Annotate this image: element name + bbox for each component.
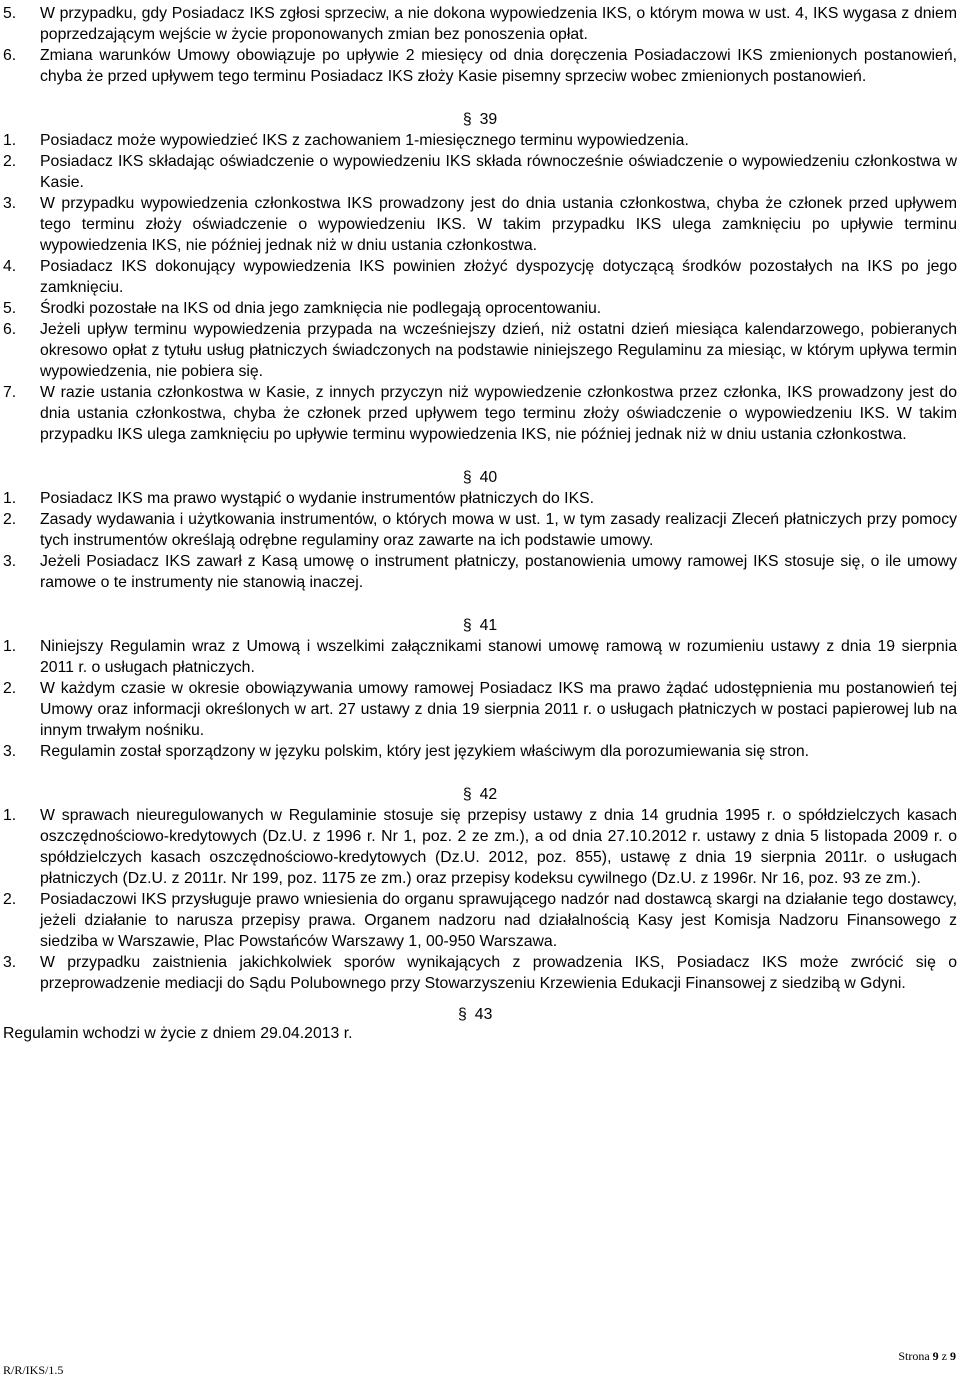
paragraph-item [0,509,960,551]
item-text: Niniejszy Regulamin wraz z Umową i wszelkimi załącznikami stanowi umowę ramową w rozumieniu ustawy z dnia 19 sierpnia 2011 r. o usługach płatniczych. [40,638,957,676]
paragraph-item [0,193,960,256]
item-text: W razie ustania członkostwa w Kasie, z innych przyczyn niż wypowiedzenie członkostwa przez członka, IKS prowadzony jest do dnia ustania członkostwa, chyba że członek przed upływem tego terminu złoży oświadczenie o wypowiedzeniu IKS. W takim przypadku IKS ulega zamknięciu po upływie terminu wypowiedzenia IKS, nie później jednak niż w dniu ustania członkostwa. [40,384,957,443]
document-code: R/R/IKS/1.5 [3,1363,64,1377]
item-number: 2. [3,511,17,528]
regulation-text [0,3,960,1046]
paragraph-item [0,151,960,193]
section-number: 41 [479,617,498,634]
paragraph-item [0,889,960,952]
item-text: Zasady wydawania i użytkowania instrumentów, o których mowa w ust. 1, w tym zasady realizacji Zleceń płatniczych przy pomocy tych instrumentów określają odrębne regulaminy oraz zawarte na ich podstawie umowy. [40,511,957,549]
item-number: 2. [3,153,17,170]
page-label: Strona [898,1349,930,1363]
paragraph-item [0,3,960,45]
paragraph-item [0,952,960,994]
item-text: W sprawach nieuregulowanych w Regulaminie stosuje się przepisy ustawy z dnia 14 grudnia 1995 r. o spółdzielczych kasach oszczędnościowo-kredytowych (Dz.U. z 1996 r. Nr 1, poz. 2 ze zm.), a od dnia 27.10.2012 r. ustawy z dnia 5 listopada 2009 r. o spółdzielczych kasach oszczędnościowo-kredytowych (Dz.U. 2012, poz. 855), ustawę z dnia 19 sierpnia 2011r. o usługach płatniczych (Dz.U. z 2011r. Nr 199, poz. 1175 ze zm.) oraz przepisy kodeksu cywilnego (Dz.U. z 1996r. Nr 16, poz. 93 ze zm.). [40,807,957,887]
item-text: Posiadaczowi IKS przysługuje prawo wniesienia do organu sprawującego nadzór nad dostawcą skargi na działanie tego dostawcy, jeżeli działanie to narusza przepisy prawa. Organem nadzoru nad działalnością Kasy jest Komisja Nadzoru Finansowego z siedziba w Warszawie, Plac Powstańców Warszawy 1, 00-950 Warszawa. [40,891,957,950]
section-number: 42 [479,786,498,803]
item-text: Posiadacz IKS ma prawo wystąpić o wydanie instrumentów płatniczych do IKS. [40,490,595,507]
item-text: Jeżeli upływ terminu wypowiedzenia przypada na wcześniejszy dzień, niż ostatni dzień miesiąca kalendarzowego, pobieranych okresowo opłat z tytułu usług płatniczych świadczonych na podstawie niniejszego Regulaminu za miesiąc, w którym upływa termin wypowiedzenia, nie pobiera się. [40,321,957,380]
effective-date-text: Regulamin wchodzi w życie z dniem 29.04.2013 r. [3,1025,353,1042]
item-number: 6. [3,47,17,64]
item-text: Posiadacz może wypowiedzieć IKS z zachowaniem 1-miesięcznego terminu wypowiedzenia. [40,132,689,149]
item-number: 1. [3,807,17,824]
item-text: Jeżeli Posiadacz IKS zawarł z Kasą umowę o instrument płatniczy, postanowienia umowy ramowej IKS stosuje się, o ile umowy ramowe o te instrumenty nie stanowią inaczej. [40,553,957,591]
item-number: 7. [3,384,17,401]
item-number: 3. [3,195,17,212]
section-sign: § [462,786,472,803]
paragraph-item [0,488,960,509]
section-heading [0,784,960,805]
item-number: 3. [3,954,17,971]
item-number: 3. [3,553,17,570]
paragraph-item [0,382,960,445]
item-number: 1. [3,638,17,655]
section-heading [0,467,960,488]
item-text: W przypadku zaistnienia jakichkolwiek sporów wynikających z prowadzenia IKS, Posiadacz IKS może zwrócić się o przeprowadzenie mediacji do Sądu Polubownego przy Stowarzyszeniu Krzewienia Edukacji Finansowej z siedzibą w Gdyni. [40,954,957,992]
paragraph-item [0,678,960,741]
paragraph-item [0,256,960,298]
section-number: 39 [479,111,498,128]
item-number: 2. [3,891,17,908]
paragraph-item [0,741,960,762]
item-text: Posiadacz IKS składając oświadczenie o wypowiedzeniu IKS składa równocześnie oświadczenie o wypowiedzeniu członkostwa w Kasie. [40,153,957,191]
paragraph-item [0,319,960,382]
item-number: 1. [3,132,17,149]
paragraph-item [0,130,960,151]
page-current: 9 [932,1349,939,1363]
page-number [898,1349,956,1364]
item-number: 4. [3,258,17,275]
item-text: Środki pozostałe na IKS od dnia jego zamknięcia nie podlegają oprocentowaniu. [40,300,602,317]
section-number: 43 [474,1006,493,1023]
item-number: 6. [3,321,17,338]
item-text: W przypadku, gdy Posiadacz IKS zgłosi sprzeciw, a nie dokona wypowiedzenia IKS, o którym mowa w ust. 4, IKS wygasa z dniem poprzedzającym wejście w życie proponowanych zmian bez ponoszenia opłat. [40,5,957,43]
closing-section [0,1004,960,1046]
item-number: 2. [3,680,17,697]
paragraph-item [0,805,960,889]
section-heading [0,109,960,130]
item-text: W przypadku wypowiedzenia członkostwa IKS prowadzony jest do dnia ustania członkostwa, chyba że członek przed upływem tego terminu złoży oświadczenie o wypowiedzeniu IKS. W takim przypadku IKS ulega zamknięciu po upływie terminu wypowiedzenia IKS, nie później jednak niż w dniu ustania członkostwa. [40,195,957,254]
item-number: 1. [3,490,17,507]
paragraph-item [0,298,960,319]
page-separator: z [941,1349,947,1363]
paragraph-item [0,45,960,87]
section-sign: § [462,469,472,486]
item-text: Zmiana warunków Umowy obowiązuje po upływie 2 miesięcy od dnia doręczenia Posiadaczowi IKS zmienionych postanowień, chyba że przed upływem tego terminu Posiadacz IKS złoży Kasie pisemny sprzeciw wobec zmienionych postanowień. [40,47,957,85]
section-sign: § [462,111,472,128]
item-number: 5. [3,300,17,317]
section-sign: § [462,617,472,634]
item-number: 5. [3,5,17,22]
section-number: 40 [479,469,498,486]
section-heading [0,615,960,636]
paragraph-item [0,636,960,678]
paragraph-item [0,551,960,593]
page-total: 9 [950,1349,956,1363]
item-text: W każdym czasie w okresie obowiązywania umowy ramowej Posiadacz IKS ma prawo żądać udostępnienia mu postanowień tej Umowy oraz informacji określonych w art. 27 ustawy z dnia 19 sierpnia 2011 r. o usługach płatniczych w postaci papierowej lub na innym trwałym nośniku. [40,680,957,739]
item-text: Regulamin został sporządzony w języku polskim, który jest językiem właściwym dla porozumiewania się stron. [40,743,810,760]
item-number: 3. [3,743,17,760]
section-sign: § [458,1006,467,1023]
section-heading [458,1004,492,1025]
item-text: Posiadacz IKS dokonujący wypowiedzenia IKS powinien złożyć dyspozycję dotyczącą środków pozostałych na IKS po jego zamknięciu. [40,258,957,296]
